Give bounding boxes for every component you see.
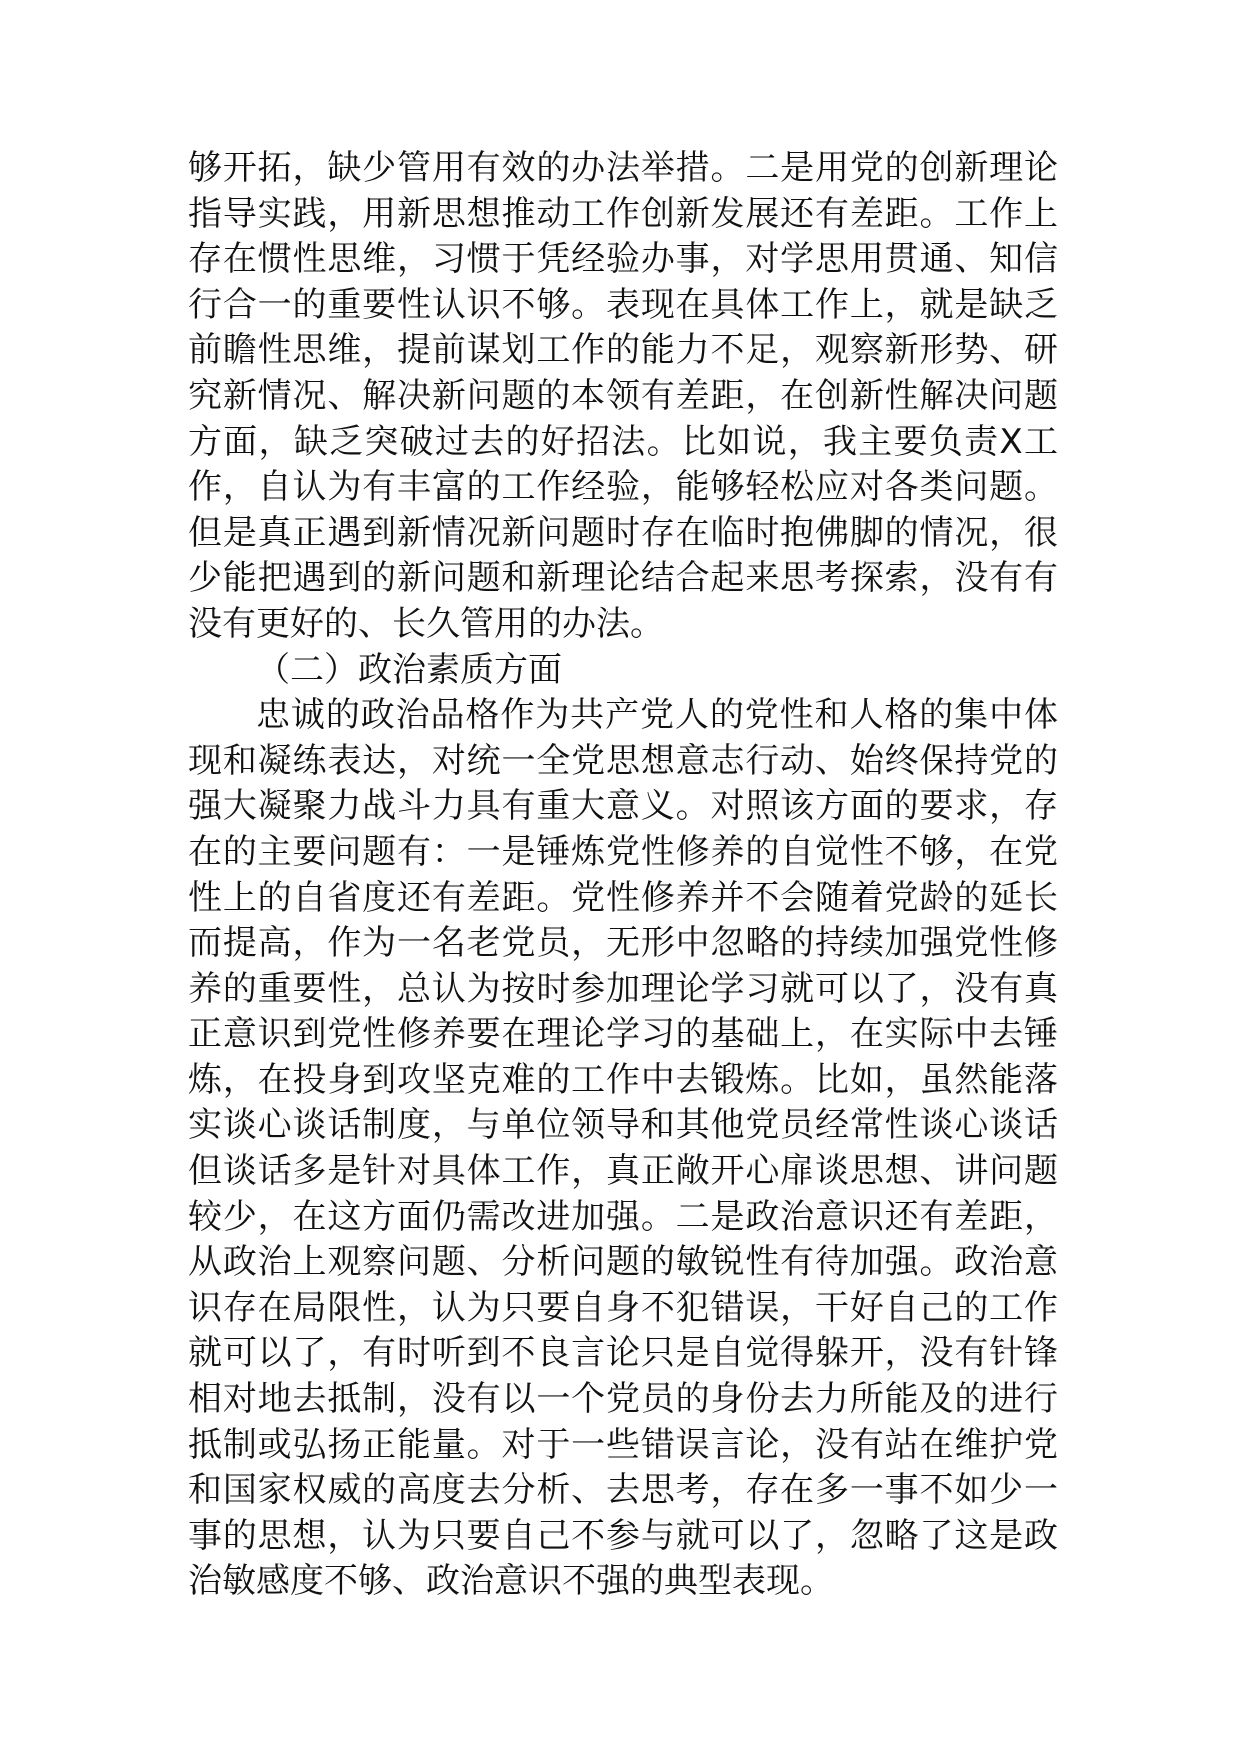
- paragraph-line: 强大凝聚力战斗力具有重大意义。对照该方面的要求，存: [188, 786, 1058, 827]
- paragraph-line: 实谈心谈话制度，与单位领导和其他党员经常性谈心谈话: [188, 1105, 1058, 1146]
- paragraph-line: 指导实践，用新思想推动工作创新发展还有差距。工作上: [188, 193, 1058, 234]
- paragraph-line: 究新情况、解决新问题的本领有差距，在创新性解决问题: [188, 375, 1058, 416]
- paragraph-line: 炼，在投身到攻坚克难的工作中去锻炼。比如，虽然能落: [188, 1059, 1058, 1100]
- paragraph-line: 忠诚的政治品格作为共产党人的党性和人格的集中体: [256, 695, 1058, 736]
- paragraph-line: 相对地去抵制，没有以一个党员的身份去力所能及的进行: [188, 1379, 1058, 1420]
- paragraph-1: [188, 146, 1058, 648]
- paragraph-line: 够开拓，缺少管用有效的办法举措。二是用党的创新理论: [188, 148, 1058, 188]
- paragraph-line: 行合一的重要性认识不够。表现在具体工作上，就是缺乏: [188, 284, 1058, 325]
- paragraph-line: 抵制或弘扬正能量。对于一些错误言论，没有站在维护党: [188, 1424, 1058, 1465]
- paragraph-line: 和国家权威的高度去分析、去思考，存在多一事不如少一: [188, 1470, 1058, 1511]
- paragraph-line: 正意识到党性修养要在理论学习的基础上，在实际中去锤: [188, 1014, 1058, 1055]
- paragraph-line: 前瞻性思维，提前谋划工作的能力不足，观察新形势、研: [188, 330, 1058, 371]
- paragraph-line: 在的主要问题有：一是锤炼党性修养的自觉性不够，在党: [188, 831, 1058, 872]
- paragraph-line: 事的思想，认为只要自己不参与就可以了，忽略了这是政: [188, 1515, 1058, 1556]
- paragraph-line: 作，自认为有丰富的工作经验，能够轻松应对各类问题。: [188, 467, 1058, 508]
- paragraph-line: 从政治上观察问题、分析问题的敏锐性有待加强。政治意: [188, 1242, 1058, 1283]
- paragraph-line: 治敏感度不够、政治意识不强的典型表现。: [188, 1561, 834, 1602]
- paragraph-line: 但是真正遇到新情况新问题时存在临时抱佛脚的情况，很: [188, 512, 1058, 553]
- paragraph-line: 方面，缺乏突破过去的好招法。比如说，我主要负责X工: [188, 421, 1058, 462]
- paragraph-line: 较少，在这方面仍需改进加强。二是政治意识还有差距，: [188, 1196, 1058, 1237]
- paragraph-line: 性上的自省度还有差距。党性修养并不会随着党龄的延长: [188, 877, 1058, 918]
- paragraph-line: 而提高，作为一名老党员，无形中忽略的持续加强党性修: [188, 923, 1058, 964]
- paragraph-2: [188, 693, 1058, 1605]
- paragraph-line: 但谈话多是针对具体工作，真正敞开心扉谈思想、讲问题: [188, 1151, 1058, 1192]
- section-heading: （二）政治素质方面: [256, 649, 562, 690]
- paragraph-line: 存在惯性思维，习惯于凭经验办事，对学思用贯通、知信: [188, 239, 1058, 280]
- document-page: [188, 146, 1058, 1605]
- paragraph-line: 识存在局限性，认为只要自身不犯错误，干好自己的工作: [188, 1287, 1058, 1328]
- paragraph-line: 现和凝练表达，对统一全党思想意志行动、始终保持党的: [188, 740, 1058, 781]
- paragraph-line: 就可以了，有时听到不良言论只是自觉得躲开，没有针锋: [188, 1333, 1058, 1374]
- paragraph-line: 少能把遇到的新问题和新理论结合起来思考探索，没有有: [188, 558, 1058, 599]
- paragraph-line: 没有更好的、长久管用的办法。: [188, 603, 664, 644]
- paragraph-line: 养的重要性，总认为按时参加理论学习就可以了，没有真: [188, 968, 1058, 1009]
